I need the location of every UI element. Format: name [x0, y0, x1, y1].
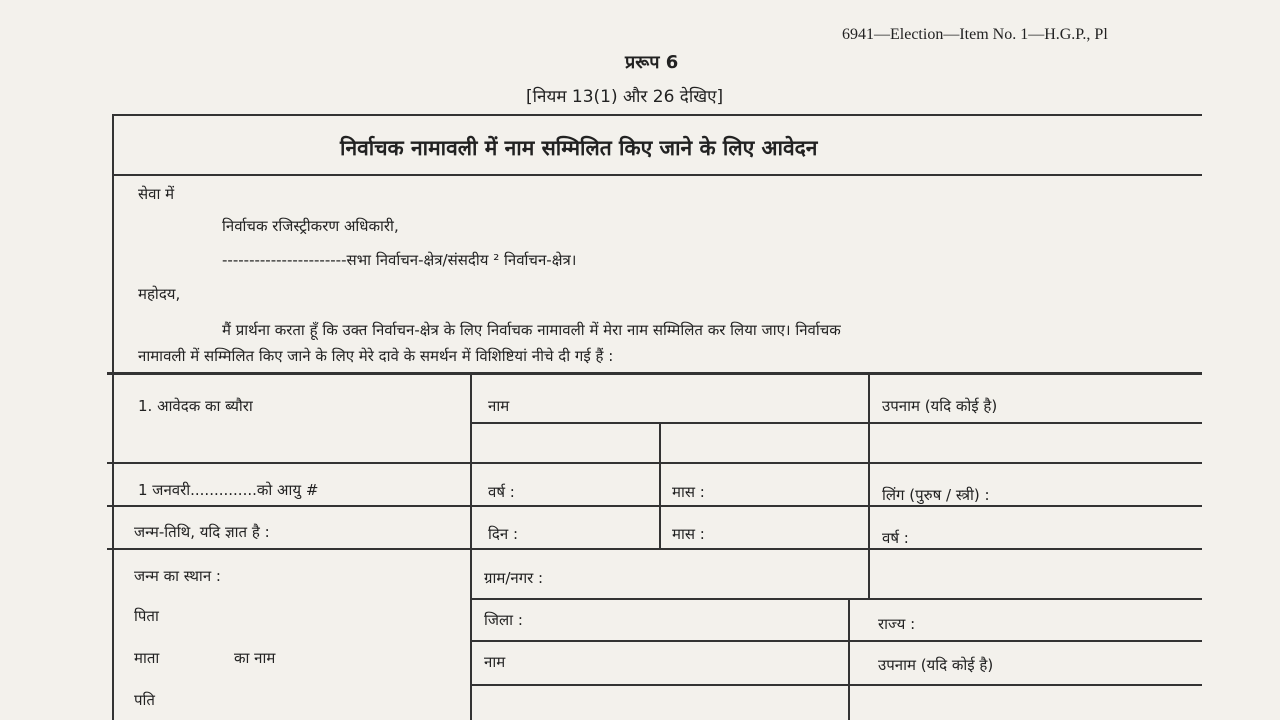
- dob-year-label: वर्ष :: [882, 529, 909, 547]
- dob-day-label: दिन :: [488, 525, 518, 543]
- applicant-details-label: 1. आवेदक का ब्यौरा: [138, 397, 253, 415]
- officer-line: निर्वाचक रजिस्ट्रीकरण अधिकारी,: [222, 217, 399, 235]
- request-paragraph-line2: नामावली में सम्मिलित किए जाने के लिए मेरे दावे के समर्थन में विशिष्टियां नीचे दी गई हैं :: [138, 347, 614, 365]
- parent-surname-label: उपनाम (यदि कोई है): [878, 656, 994, 674]
- birthplace-label: जन्म का स्थान :: [134, 567, 221, 585]
- dob-month-label: मास :: [672, 525, 705, 543]
- form-number: प्ररूप 6: [625, 52, 679, 73]
- age-year-label: वर्ष :: [488, 483, 515, 501]
- row-divider: [107, 462, 1202, 464]
- state-label: राज्य :: [878, 615, 916, 633]
- parent-name-label: नाम: [484, 653, 506, 671]
- table-top-rule: [107, 372, 1202, 375]
- surname-label: उपनाम (यदि कोई है): [882, 397, 998, 415]
- name-label: नाम: [488, 397, 510, 415]
- request-paragraph-line1: मैं प्रार्थना करता हूँ कि उक्त निर्वाचन-क्षेत्र के लिए निर्वाचक नामावली में मेरा नाम सम्मिलित कर लिया जाए। निर्वाचक: [222, 321, 841, 339]
- row-divider: [470, 422, 1202, 424]
- title-bottom-rule: [112, 174, 1202, 176]
- column-divider: [470, 372, 472, 720]
- row-divider: [470, 640, 1202, 642]
- row-divider: [107, 505, 1202, 507]
- address-to: सेवा में: [138, 185, 175, 203]
- age-month-label: मास :: [672, 483, 705, 501]
- title-top-rule: [112, 114, 1202, 116]
- father-label: पिता: [134, 607, 159, 625]
- district-label: जिला :: [484, 611, 523, 629]
- mother-label: माता: [134, 649, 160, 667]
- document-reference: 6941—Election—Item No. 1—H.G.P., Pl: [842, 26, 1108, 43]
- form-left-border: [112, 114, 114, 720]
- husband-label: पति: [134, 691, 155, 709]
- rule-reference: [नियम 13(1) और 26 देखिए]: [526, 87, 724, 107]
- column-divider: [848, 598, 850, 720]
- column-divider: [868, 372, 870, 598]
- gender-label: लिंग (पुरुष / स्त्री) :: [882, 486, 990, 504]
- constituency-line: -----------------------सभा निर्वाचन-क्षेत्र/संसदीय ² निर्वाचन-क्षेत्र।: [222, 251, 577, 269]
- row-divider: [107, 548, 1202, 550]
- salutation: महोदय,: [138, 285, 181, 303]
- dob-label: जन्म-तिथि, यदि ज्ञात है :: [134, 523, 270, 541]
- name-of-label: का नाम: [234, 649, 276, 667]
- row-divider: [470, 598, 1202, 600]
- village-town-label: ग्राम/नगर :: [484, 569, 544, 587]
- form-title: निर्वाचक नामावली में नाम सम्मिलित किए जाने के लिए आवेदन: [340, 136, 818, 160]
- age-label: 1 जनवरी..............को आयु #: [138, 481, 319, 499]
- row-divider: [470, 684, 1202, 686]
- column-divider: [659, 422, 661, 548]
